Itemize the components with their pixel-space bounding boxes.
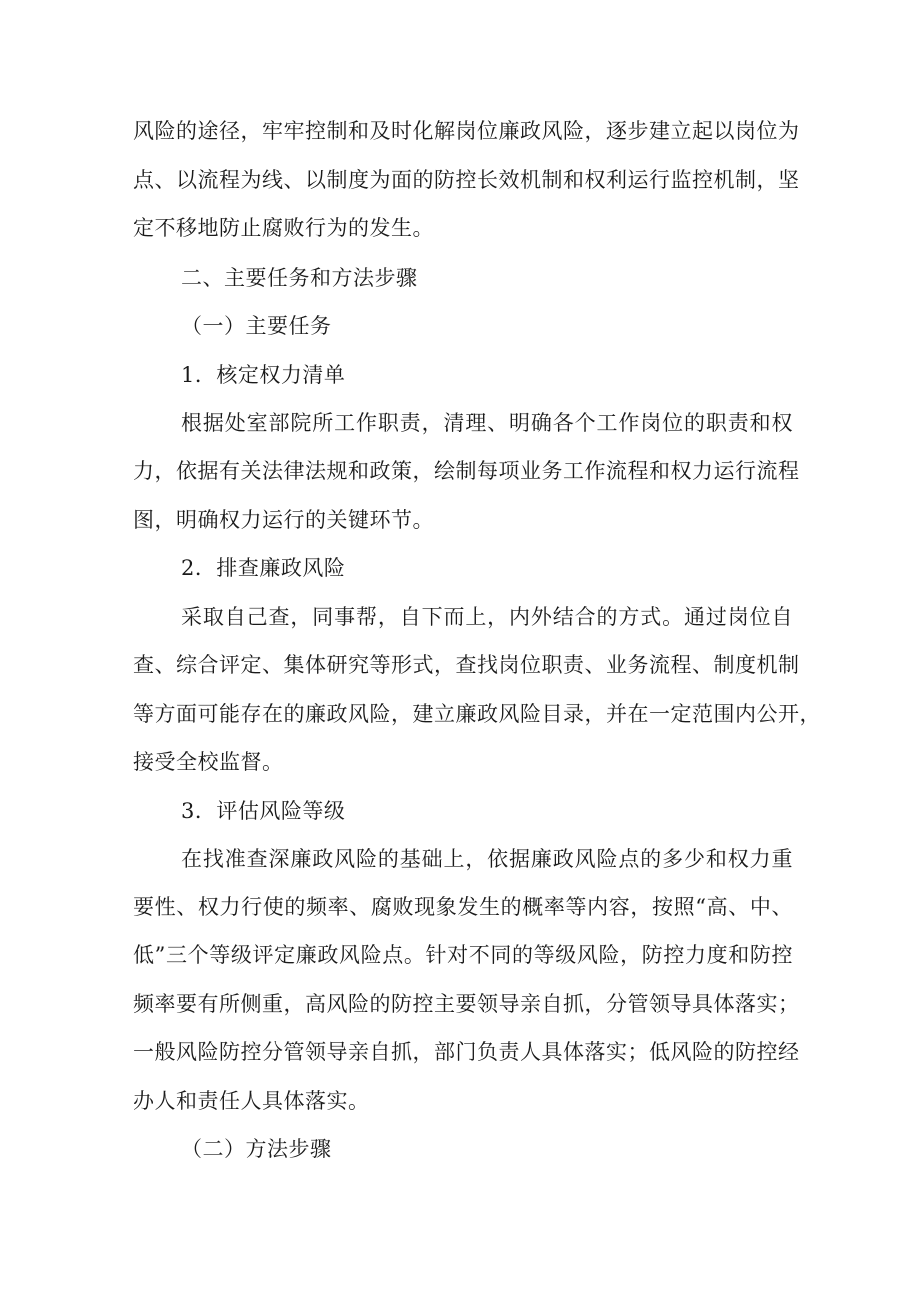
paragraph-line: 接受全校监督。	[133, 750, 284, 774]
subsection-heading: （二）方法步骤	[181, 1137, 332, 1161]
paragraph-line: 风险的途径，牢牢控制和及时化解岗位廉政风险，逐步建立起以岗位为	[133, 119, 800, 143]
paragraph-line: 点、以流程为线、以制度为面的防控长效机制和权利运行监控机制，坚	[133, 168, 800, 192]
paragraph-line: 力，依据有关法律法规和政策，绘制每项业务工作流程和权力运行流程	[133, 459, 800, 483]
section-heading: 二、主要任务和方法步骤	[181, 266, 418, 290]
paragraph-line: 图，明确权力运行的关键环节。	[133, 508, 434, 532]
paragraph-line: 办人和责任人具体落实。	[133, 1089, 370, 1113]
paragraph-line: 频率要有所侧重，高风险的防控主要领导亲自抓，分管领导具体落实；	[133, 992, 800, 1016]
paragraph-line: 低”三个等级评定廉政风险点。针对不同的等级风险，防控力度和防控	[133, 943, 793, 967]
paragraph-line: 在找准查深廉政风险的基础上，依据廉政风险点的多少和权力重	[181, 847, 793, 871]
paragraph-line: 一般风险防控分管领导亲自抓，部门负责人具体落实；低风险的防控经	[133, 1040, 800, 1064]
item-heading: 1．核定权力清单	[181, 363, 346, 387]
paragraph-line: 要性、权力行使的频率、腐败现象发生的概率等内容，按照“高、中、	[133, 895, 793, 919]
subsection-heading: （一）主要任务	[181, 314, 332, 338]
item-heading: 3．评估风险等级	[181, 799, 346, 823]
paragraph-line: 定不移地防止腐败行为的发生。	[133, 216, 434, 240]
paragraph-line: 等方面可能存在的廉政风险，建立廉政风险目录，并在一定范围内公开，	[133, 702, 821, 726]
paragraph-line: 采取自己查，同事帮，自下而上，内外结合的方式。通过岗位自	[181, 605, 793, 629]
paragraph-line: 查、综合评定、集体研究等形式，查找岗位职责、业务流程、制度机制	[133, 653, 800, 677]
paragraph-line: 根据处室部院所工作职责，清理、明确各个工作岗位的职责和权	[181, 411, 793, 435]
item-heading: 2．排查廉政风险	[181, 556, 346, 580]
